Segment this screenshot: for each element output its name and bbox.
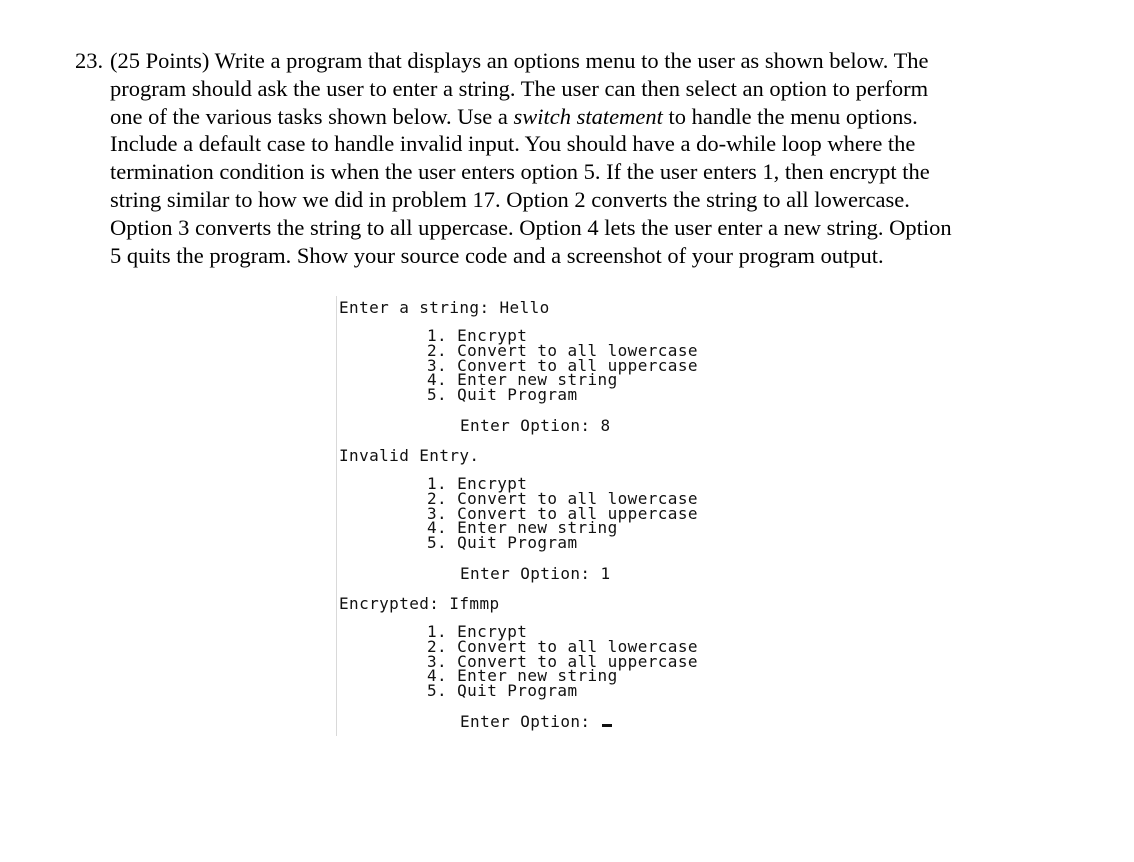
options-menu-1 bbox=[427, 326, 698, 405]
option-prompt-1: Enter Option: 8 bbox=[460, 416, 611, 435]
switch-statement-emphasis: switch statement bbox=[513, 103, 663, 129]
options-menu-2 bbox=[427, 474, 698, 553]
menu-item-encrypt: 1. Encrypt bbox=[427, 622, 528, 641]
menu-item-new-string: 4. Enter new string bbox=[427, 370, 618, 390]
problem-line-2: program should ask the user to enter a string. The user can then select an option to perform bbox=[110, 75, 929, 101]
invalid-entry-line: Invalid Entry. bbox=[339, 446, 480, 465]
encrypted-line: Encrypted: Ifmmp bbox=[339, 594, 500, 613]
menu-item-new-string: 4. Enter new string bbox=[427, 666, 618, 686]
menu-item-lowercase: 2. Convert to all lowercase bbox=[427, 340, 698, 360]
problem-line-7: Option 3 converts the string to all uppercase. Option 4 lets the user enter a new string. Option bbox=[110, 214, 952, 240]
menu-item-lowercase: 2. Convert to all lowercase bbox=[427, 488, 698, 508]
menu-item-uppercase: 3. Convert to all uppercase bbox=[427, 503, 698, 523]
menu-item-quit: 5. Quit Program bbox=[427, 385, 578, 405]
menu-item-encrypt: 1. Encrypt bbox=[427, 326, 528, 345]
text-cursor bbox=[602, 724, 612, 727]
menu-item-lowercase: 2. Convert to all lowercase bbox=[427, 636, 698, 656]
problem-line-3: one of the various tasks shown below. Use a switch statement to handle the menu options. bbox=[110, 103, 918, 129]
problem-line-6: string similar to how we did in problem 17. Option 2 converts the string to all lowercase. bbox=[110, 186, 910, 212]
option-prompt-3: Enter Option: bbox=[460, 712, 612, 731]
problem-statement bbox=[75, 47, 1015, 269]
menu-item-quit: 5. Quit Program bbox=[427, 681, 578, 701]
enter-string-line: Enter a string: Hello bbox=[339, 298, 550, 317]
problem-line-5: termination condition is when the user enters option 5. If the user enters 1, then encrypt the bbox=[110, 159, 930, 185]
menu-item-new-string: 4. Enter new string bbox=[427, 518, 618, 538]
problem-number: 23. bbox=[75, 48, 104, 73]
option-prompt-2: Enter Option: 1 bbox=[460, 564, 611, 583]
console-output-screenshot bbox=[336, 296, 757, 736]
menu-item-encrypt: 1. Encrypt bbox=[427, 474, 528, 493]
menu-item-uppercase: 3. Convert to all uppercase bbox=[427, 651, 698, 671]
problem-line-4: Include a default case to handle invalid input. You should have a do-while loop where the bbox=[110, 131, 916, 157]
problem-line-1: 23. (25 Points) Write a program that displays an options menu to the user as shown below. The bbox=[75, 48, 929, 73]
problem-line-8: 5 quits the program. Show your source code and a screenshot of your program output. bbox=[110, 242, 884, 268]
options-menu-3 bbox=[427, 622, 698, 701]
menu-item-quit: 5. Quit Program bbox=[427, 533, 578, 553]
menu-item-uppercase: 3. Convert to all uppercase bbox=[427, 355, 698, 375]
problem-text bbox=[75, 47, 1015, 269]
